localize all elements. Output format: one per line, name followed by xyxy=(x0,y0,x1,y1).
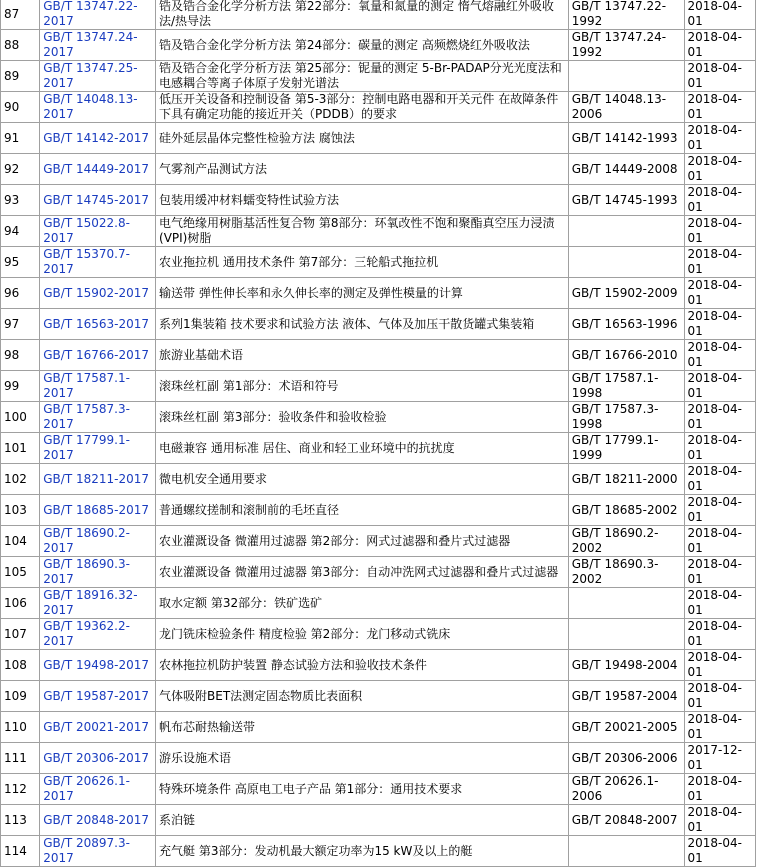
standard-code-link[interactable]: GB/T 18690.2-2017 xyxy=(43,526,130,555)
standard-title: 锆及锆合金化学分析方法 第24部分：碳量的测定 高频燃烧红外吸收法 xyxy=(156,30,569,61)
table-row xyxy=(1,464,756,495)
row-number: 105 xyxy=(1,557,40,588)
effective-date: 2018-04-01 xyxy=(684,247,756,278)
standard-title: 普通螺纹搓制和滚制前的毛坯直径 xyxy=(156,495,569,526)
table-row xyxy=(1,650,756,681)
table-row xyxy=(1,557,756,588)
table-row xyxy=(1,402,756,433)
replaced-standard: GB/T 20848-2007 xyxy=(568,805,684,836)
table-row xyxy=(1,433,756,464)
effective-date: 2018-04-01 xyxy=(684,619,756,650)
table-row xyxy=(1,30,756,61)
effective-date: 2018-04-01 xyxy=(684,557,756,588)
replaced-standard: GB/T 20021-2005 xyxy=(568,712,684,743)
row-number: 93 xyxy=(1,185,40,216)
standard-code-link[interactable]: GB/T 18690.3-2017 xyxy=(43,557,130,586)
table-row xyxy=(1,61,756,92)
standard-code-link[interactable]: GB/T 14449-2017 xyxy=(43,161,150,176)
row-number: 97 xyxy=(1,309,40,340)
table-row xyxy=(1,681,756,712)
row-number: 108 xyxy=(1,650,40,681)
standard-code-cell xyxy=(40,464,156,495)
table-row xyxy=(1,805,756,836)
effective-date: 2018-04-01 xyxy=(684,526,756,557)
row-number: 96 xyxy=(1,278,40,309)
standard-code-cell xyxy=(40,278,156,309)
standard-code-cell xyxy=(40,526,156,557)
table-row xyxy=(1,185,756,216)
table-row xyxy=(1,247,756,278)
standard-title: 滚珠丝杠副 第3部分：验收条件和验收检验 xyxy=(156,402,569,433)
effective-date: 2018-04-01 xyxy=(684,650,756,681)
standard-title: 锆及锆合金化学分析方法 第22部分：氧量和氮量的测定 惰气熔融红外吸收法/热导法 xyxy=(156,0,569,30)
replaced-standard: GB/T 19587-2004 xyxy=(568,681,684,712)
replaced-standard: GB/T 14048.13-2006 xyxy=(568,92,684,123)
replaced-standard: GB/T 17587.1-1998 xyxy=(568,371,684,402)
standard-title: 农林拖拉机防护装置 静态试验方法和验收技术条件 xyxy=(156,650,569,681)
table-row xyxy=(1,712,756,743)
standard-code-cell xyxy=(40,30,156,61)
row-number: 95 xyxy=(1,247,40,278)
replaced-standard xyxy=(568,216,684,247)
standard-code-link[interactable]: GB/T 17799.1-2017 xyxy=(43,433,130,462)
table-row xyxy=(1,588,756,619)
table-row xyxy=(1,123,756,154)
table-row xyxy=(1,278,756,309)
standard-title: 包装用缓冲材料蠕变特性试验方法 xyxy=(156,185,569,216)
standard-title: 游乐设施术语 xyxy=(156,743,569,774)
table-row xyxy=(1,92,756,123)
row-number: 88 xyxy=(1,30,40,61)
standard-code-link[interactable]: GB/T 13747.22-2017 xyxy=(43,0,138,28)
standard-code-cell xyxy=(40,495,156,526)
table-row xyxy=(1,340,756,371)
standard-code-link[interactable]: GB/T 18685-2017 xyxy=(43,502,150,517)
standard-code-link[interactable]: GB/T 15370.7-2017 xyxy=(43,247,130,276)
standard-code-link[interactable]: GB/T 16563-2017 xyxy=(43,316,150,331)
standard-code-link[interactable]: GB/T 15022.8-2017 xyxy=(43,216,130,245)
effective-date: 2018-04-01 xyxy=(684,774,756,805)
row-number: 104 xyxy=(1,526,40,557)
effective-date: 2018-04-01 xyxy=(684,371,756,402)
standard-title: 农业灌溉设备 微灌用过滤器 第3部分：自动冲洗网式过滤器和叠片式过滤器 xyxy=(156,557,569,588)
table-row xyxy=(1,526,756,557)
standard-code-link[interactable]: GB/T 18916.32-2017 xyxy=(43,588,138,617)
standard-title: 系列1集装箱 技术要求和试验方法 液体、气体及加压干散货罐式集装箱 xyxy=(156,309,569,340)
standard-code-cell xyxy=(40,61,156,92)
replaced-standard: GB/T 18690.2-2002 xyxy=(568,526,684,557)
replaced-standard: GB/T 17587.3-1998 xyxy=(568,402,684,433)
replaced-standard: GB/T 20626.1-2006 xyxy=(568,774,684,805)
effective-date: 2018-04-01 xyxy=(684,433,756,464)
replaced-standard: GB/T 17799.1-1999 xyxy=(568,433,684,464)
row-number: 114 xyxy=(1,836,40,867)
standard-code-cell xyxy=(40,836,156,867)
standard-code-link[interactable]: GB/T 14048.13-2017 xyxy=(43,92,138,121)
standard-code-link[interactable]: GB/T 17587.1-2017 xyxy=(43,371,130,400)
standard-code-link[interactable]: GB/T 19587-2017 xyxy=(43,688,150,703)
standard-code-cell xyxy=(40,92,156,123)
standard-title: 帆布芯耐热输送带 xyxy=(156,712,569,743)
standard-code-cell xyxy=(40,681,156,712)
standard-code-cell xyxy=(40,433,156,464)
standard-code-link[interactable]: GB/T 20306-2017 xyxy=(43,750,150,765)
standard-code-cell xyxy=(40,650,156,681)
standard-code-link[interactable]: GB/T 13747.24-2017 xyxy=(43,30,138,59)
replaced-standard: GB/T 13747.24-1992 xyxy=(568,30,684,61)
effective-date: 2018-04-01 xyxy=(684,30,756,61)
standard-code-cell xyxy=(40,340,156,371)
row-number: 87 xyxy=(1,0,40,30)
replaced-standard: GB/T 19498-2004 xyxy=(568,650,684,681)
replaced-standard xyxy=(568,61,684,92)
replaced-standard: GB/T 14449-2008 xyxy=(568,154,684,185)
standard-code-cell xyxy=(40,712,156,743)
standard-code-link[interactable]: GB/T 17587.3-2017 xyxy=(43,402,130,431)
effective-date: 2018-04-01 xyxy=(684,61,756,92)
row-number: 112 xyxy=(1,774,40,805)
standard-title: 系泊链 xyxy=(156,805,569,836)
row-number: 113 xyxy=(1,805,40,836)
row-number: 98 xyxy=(1,340,40,371)
standard-code-link[interactable]: GB/T 18211-2017 xyxy=(43,471,150,486)
standard-title: 旅游业基础术语 xyxy=(156,340,569,371)
replaced-standard xyxy=(568,619,684,650)
table-row xyxy=(1,309,756,340)
standards-table-body xyxy=(1,0,756,867)
effective-date: 2018-04-01 xyxy=(684,495,756,526)
effective-date: 2017-12-01 xyxy=(684,743,756,774)
table-row xyxy=(1,154,756,185)
standard-code-cell xyxy=(40,588,156,619)
effective-date: 2018-04-01 xyxy=(684,309,756,340)
replaced-standard: GB/T 18690.3-2002 xyxy=(568,557,684,588)
effective-date: 2018-04-01 xyxy=(684,588,756,619)
standard-code-cell xyxy=(40,557,156,588)
standard-title: 取水定额 第32部分：铁矿选矿 xyxy=(156,588,569,619)
standard-code-link[interactable]: GB/T 16766-2017 xyxy=(43,347,150,362)
row-number: 106 xyxy=(1,588,40,619)
standard-code-cell xyxy=(40,743,156,774)
row-number: 94 xyxy=(1,216,40,247)
standard-code-link[interactable]: GB/T 20848-2017 xyxy=(43,812,150,827)
standard-title: 充气艇 第3部分：发动机最大额定功率为15 kW及以上的艇 xyxy=(156,836,569,867)
standard-code-cell xyxy=(40,619,156,650)
standard-title: 微电机安全通用要求 xyxy=(156,464,569,495)
replaced-standard: GB/T 18685-2002 xyxy=(568,495,684,526)
replaced-standard: GB/T 14745-1993 xyxy=(568,185,684,216)
replaced-standard: GB/T 20306-2006 xyxy=(568,743,684,774)
row-number: 107 xyxy=(1,619,40,650)
standard-code-cell xyxy=(40,0,156,30)
standard-title: 电气绝缘用树脂基活性复合物 第8部分：环氧改性不饱和聚酯真空压力浸渍(VPI)树脂 xyxy=(156,216,569,247)
standard-code-cell xyxy=(40,185,156,216)
standard-code-cell xyxy=(40,247,156,278)
effective-date: 2018-04-01 xyxy=(684,805,756,836)
effective-date: 2018-04-01 xyxy=(684,123,756,154)
row-number: 102 xyxy=(1,464,40,495)
replaced-standard: GB/T 18211-2000 xyxy=(568,464,684,495)
standard-title: 锆及锆合金化学分析方法 第25部分：铌量的测定 5-Br-PADAP分光光度法和电感耦合等离子体原子发射光谱法 xyxy=(156,61,569,92)
standard-code-link[interactable]: GB/T 19362.2-2017 xyxy=(43,619,130,648)
table-row xyxy=(1,743,756,774)
effective-date: 2018-04-01 xyxy=(684,681,756,712)
effective-date: 2018-04-01 xyxy=(684,340,756,371)
row-number: 103 xyxy=(1,495,40,526)
standard-code-cell xyxy=(40,774,156,805)
replaced-standard xyxy=(568,836,684,867)
standard-title: 低压开关设备和控制设备 第5-3部分：控制电路电器和开关元件 在故障条件下具有确定功能的接近开关（PDDB）的要求 xyxy=(156,92,569,123)
effective-date: 2018-04-01 xyxy=(684,0,756,30)
effective-date: 2018-04-01 xyxy=(684,185,756,216)
table-row xyxy=(1,836,756,867)
effective-date: 2018-04-01 xyxy=(684,92,756,123)
row-number: 109 xyxy=(1,681,40,712)
row-number: 89 xyxy=(1,61,40,92)
standard-title: 气体吸附BET法测定固态物质比表面积 xyxy=(156,681,569,712)
row-number: 90 xyxy=(1,92,40,123)
row-number: 91 xyxy=(1,123,40,154)
replaced-standard xyxy=(568,588,684,619)
table-row xyxy=(1,371,756,402)
standard-code-link[interactable]: GB/T 15902-2017 xyxy=(43,285,150,300)
standard-title: 输送带 弹性伸长率和永久伸长率的测定及弹性模量的计算 xyxy=(156,278,569,309)
row-number: 111 xyxy=(1,743,40,774)
standard-code-link[interactable]: GB/T 19498-2017 xyxy=(43,657,150,672)
standard-code-cell xyxy=(40,805,156,836)
replaced-standard xyxy=(568,247,684,278)
table-row xyxy=(1,774,756,805)
standard-code-cell xyxy=(40,371,156,402)
standard-code-cell xyxy=(40,309,156,340)
row-number: 110 xyxy=(1,712,40,743)
standard-title: 气雾剂产品测试方法 xyxy=(156,154,569,185)
row-number: 101 xyxy=(1,433,40,464)
standard-title: 农业灌溉设备 微灌用过滤器 第2部分：网式过滤器和叠片式过滤器 xyxy=(156,526,569,557)
table-row xyxy=(1,495,756,526)
standard-code-cell xyxy=(40,216,156,247)
standard-code-link[interactable]: GB/T 20626.1-2017 xyxy=(43,774,130,803)
standard-title: 农业拖拉机 通用技术条件 第7部分：三轮船式拖拉机 xyxy=(156,247,569,278)
row-number: 92 xyxy=(1,154,40,185)
effective-date: 2018-04-01 xyxy=(684,216,756,247)
standard-title: 电磁兼容 通用标准 居住、商业和轻工业环境中的抗扰度 xyxy=(156,433,569,464)
row-number: 100 xyxy=(1,402,40,433)
standard-title: 滚珠丝杠副 第1部分：术语和符号 xyxy=(156,371,569,402)
effective-date: 2018-04-01 xyxy=(684,402,756,433)
table-row xyxy=(1,619,756,650)
table-row xyxy=(1,216,756,247)
replaced-standard: GB/T 15902-2009 xyxy=(568,278,684,309)
standard-code-cell xyxy=(40,402,156,433)
effective-date: 2018-04-01 xyxy=(684,836,756,867)
standard-code-cell xyxy=(40,123,156,154)
standard-title: 龙门铣床检验条件 精度检验 第2部分：龙门移动式铣床 xyxy=(156,619,569,650)
replaced-standard: GB/T 16766-2010 xyxy=(568,340,684,371)
table-row xyxy=(1,0,756,30)
effective-date: 2018-04-01 xyxy=(684,278,756,309)
replaced-standard: GB/T 16563-1996 xyxy=(568,309,684,340)
effective-date: 2018-04-01 xyxy=(684,154,756,185)
standard-code-link[interactable]: GB/T 14745-2017 xyxy=(43,192,150,207)
replaced-standard: GB/T 14142-1993 xyxy=(568,123,684,154)
standard-code-cell xyxy=(40,154,156,185)
standard-title: 特殊环境条件 高原电工电子产品 第1部分：通用技术要求 xyxy=(156,774,569,805)
effective-date: 2018-04-01 xyxy=(684,712,756,743)
standard-code-link[interactable]: GB/T 20897.3-2017 xyxy=(43,836,130,865)
row-number: 99 xyxy=(1,371,40,402)
effective-date: 2018-04-01 xyxy=(684,464,756,495)
standard-code-link[interactable]: GB/T 14142-2017 xyxy=(43,130,150,145)
standard-title: 硅外延层晶体完整性检验方法 腐蚀法 xyxy=(156,123,569,154)
replaced-standard: GB/T 13747.22-1992 xyxy=(568,0,684,30)
standard-code-link[interactable]: GB/T 20021-2017 xyxy=(43,719,150,734)
standard-code-link[interactable]: GB/T 13747.25-2017 xyxy=(43,61,138,90)
